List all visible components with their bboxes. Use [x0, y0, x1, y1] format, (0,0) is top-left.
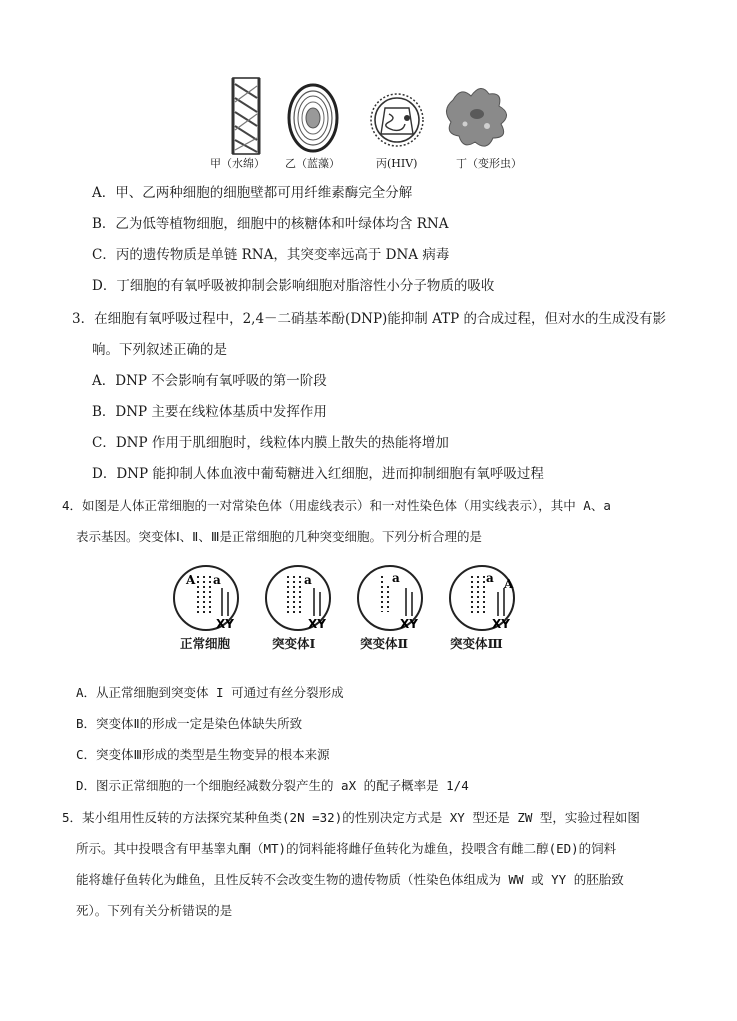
figure-cells-drawing [215, 74, 545, 158]
cyanobacteria-drawing [289, 85, 337, 151]
caption-amoeba: 丁（变形虫） [456, 157, 522, 170]
q3-option-a: A．DNP 不会影响有氧呼吸的第一阶段 [92, 373, 327, 389]
cell-mutant-3-gene-left: a [486, 571, 494, 585]
q4-stem-line2: 表示基因。突变体Ⅰ、Ⅱ、Ⅲ是正常细胞的几种突变细胞。下列分析合理的是 [76, 529, 482, 544]
caption-hiv: 丙(HIV) [376, 157, 418, 170]
cell-mutant-3 [450, 566, 514, 631]
q5-line3: 能将雄仔鱼转化为雌鱼，且性反转不会改变生物的遗传物质（性染色体组成为 WW 或 YY 的胚胎致 [76, 872, 624, 887]
q2-option-b: B．乙为低等植物细胞，细胞中的核糖体和叶绿体均含 RNA [92, 216, 449, 232]
q5-line1: 5．某小组用性反转的方法探究某种鱼类(2N =32)的性别决定方式是 XY 型还是 ZW 型，实验过程如图 [62, 810, 640, 825]
cell-caption-mutant-1: 突变体Ⅰ [272, 636, 316, 651]
cell-caption-mutant-2: 突变体Ⅱ [360, 636, 409, 651]
q4-option-a: A．从正常细胞到突变体 I 可通过有丝分裂形成 [76, 685, 344, 700]
hiv-drawing [371, 94, 423, 146]
q2-option-a: A．甲、乙两种细胞的细胞壁都可用纤维素酶完全分解 [92, 185, 413, 201]
q4-option-c: C．突变体Ⅲ形成的类型是生物变异的根本来源 [76, 747, 330, 762]
q3-option-c: C．DNP 作用于肌细胞时，线粒体内膜上散失的热能将增加 [92, 435, 449, 451]
q4-option-b: B．突变体Ⅱ的形成一定是染色体缺失所致 [76, 716, 303, 731]
spirogyra-drawing [233, 78, 259, 154]
caption-cyanobacteria: 乙（蓝藻） [285, 157, 340, 170]
cell-mutant-2-sex: XY [400, 617, 418, 631]
amoeba-drawing [446, 88, 506, 146]
q2-option-c: C．丙的遗传物质是单链 RNA，其突变率远高于 DNA 病毒 [92, 247, 450, 263]
chromosome-cells-drawing [168, 562, 518, 632]
cell-mutant-1 [266, 566, 330, 631]
cell-normal [174, 566, 238, 631]
caption-spirogyra: 甲（水绵） [210, 157, 265, 170]
cell-mutant-1-gene-right: a [304, 573, 312, 587]
cell-normal-sex: XY [216, 617, 234, 631]
cell-mutant-3-sex: XY [492, 617, 510, 631]
cell-caption-normal: 正常细胞 [180, 636, 231, 651]
q5-line2: 所示。其中投喂含有甲基睾丸酮（MT)的饲料能将雌仔鱼转化为雄鱼，投喂含有雌二醇(ED)的饲料 [76, 841, 617, 856]
q3-stem-line2: 响。下列叙述正确的是 [92, 342, 227, 358]
cell-normal-gene-left: A [186, 573, 196, 587]
q3-option-b: B．DNP 主要在线粒体基质中发挥作用 [92, 404, 327, 420]
q4-option-d: D．图示正常细胞的一个细胞经减数分裂产生的 aX 的配子概率是 1/4 [76, 778, 469, 793]
q3-option-d: D．DNP 能抑制人体血液中葡萄糖进入红细胞，进而抑制细胞有氧呼吸过程 [92, 466, 544, 482]
cell-mutant-1-sex: XY [308, 617, 326, 631]
q5-line4: 死）。下列有关分析错误的是 [76, 903, 233, 918]
q3-stem-line1: 3．在细胞有氧呼吸过程中，2,4－二硝基苯酚(DNP)能抑制 ATP 的合成过程，但对水的生成没有影 [72, 311, 666, 327]
q4-stem-line1: 4．如图是人体正常细胞的一对常染色体（用虚线表示）和一对性染色体（用实线表示），其中 A、a [62, 498, 611, 513]
cell-normal-gene-right: a [213, 573, 221, 587]
cell-mutant-2 [358, 566, 422, 631]
cell-caption-mutant-3: 突变体Ⅲ [450, 636, 503, 651]
cell-mutant-3-gene-right: A [504, 577, 514, 591]
q2-option-d: D．丁细胞的有氧呼吸被抑制会影响细胞对脂溶性小分子物质的吸收 [92, 278, 495, 294]
cell-mutant-2-gene-right: a [392, 571, 400, 585]
